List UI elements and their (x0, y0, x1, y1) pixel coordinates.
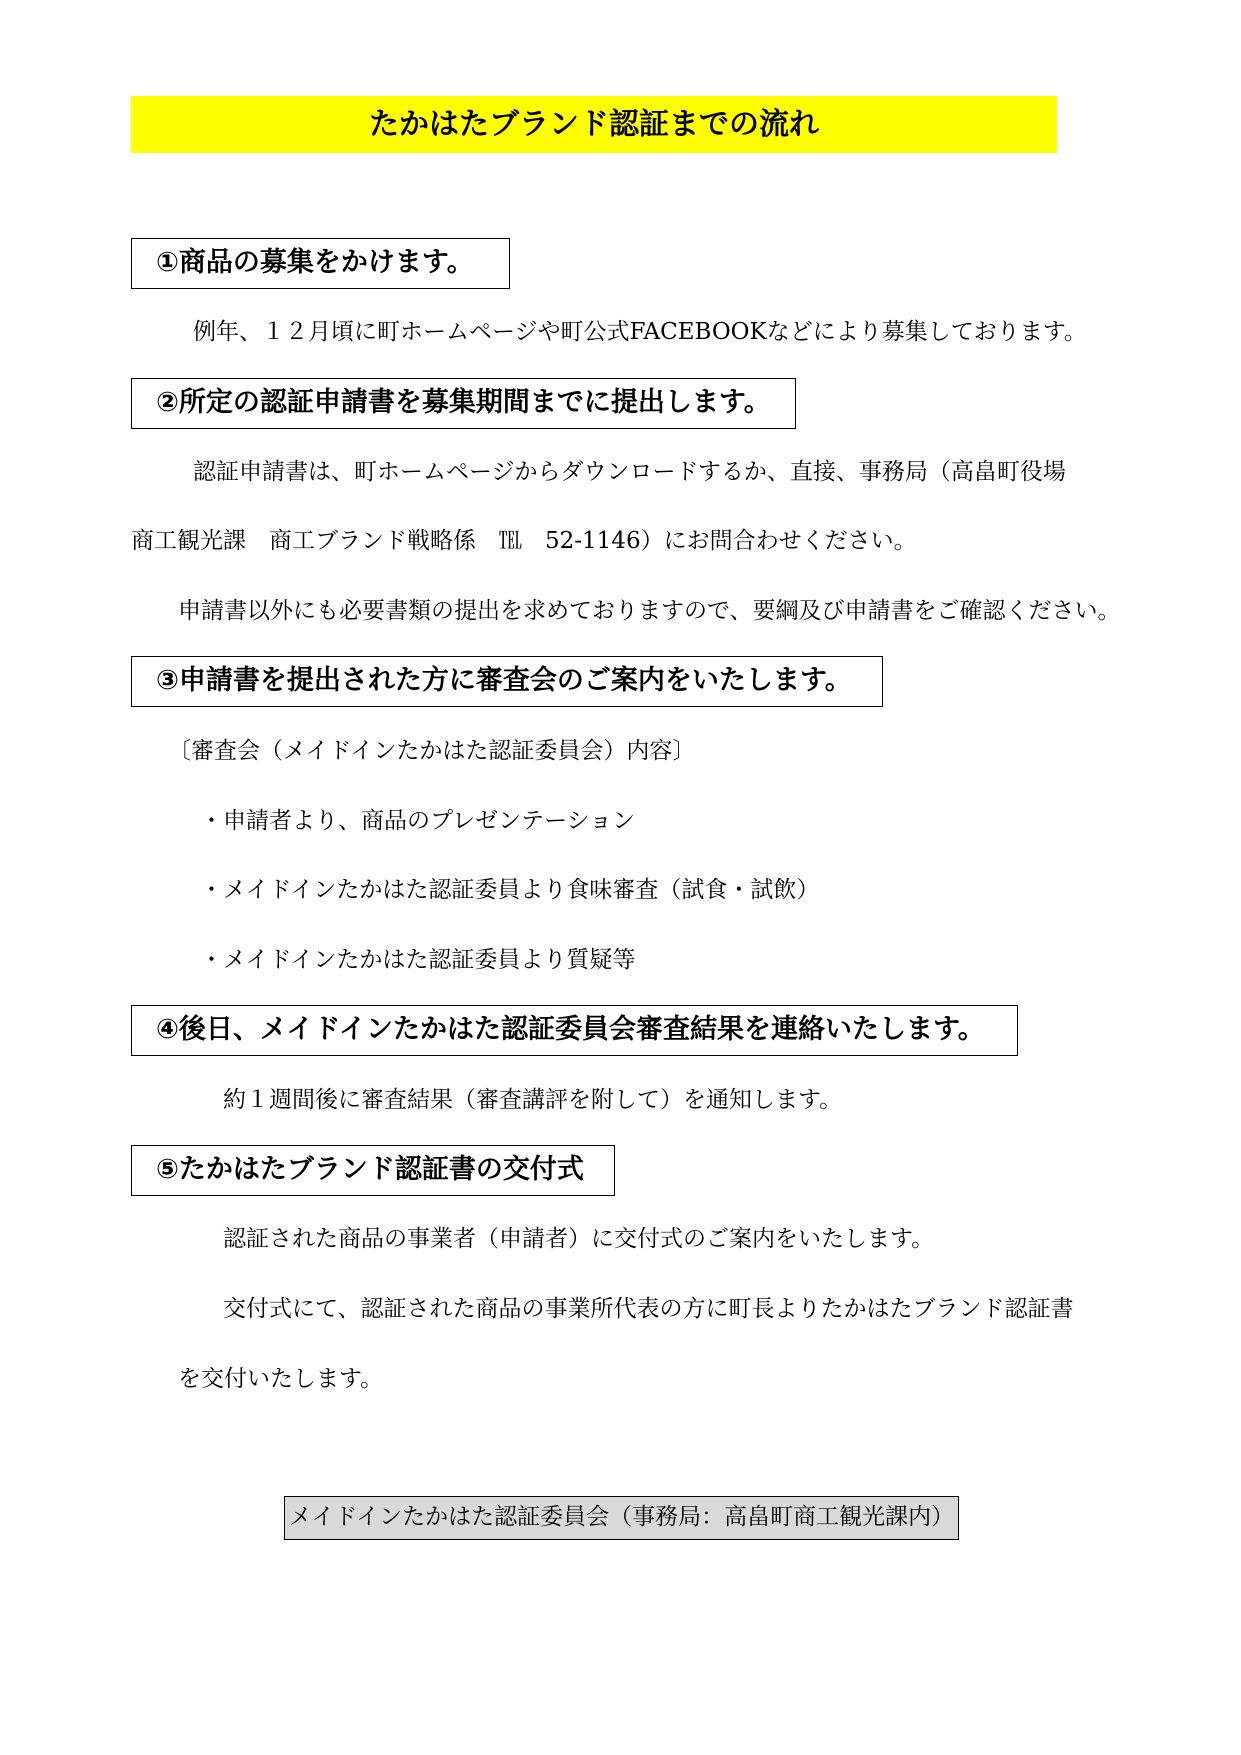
step-2-text-line-2: 商工観光課 商工ブランド戦略係 ℡ 52-1146）にお問合わせください。 (131, 528, 917, 554)
step-1-heading: ①商品の募集をかけます。 (131, 238, 510, 289)
step-2-text-line-1: 認証申請書は、町ホームページからダウンロードするか、直接、事務局（高畠町役場 (193, 459, 1066, 485)
step-4-text: 約１週間後に審査結果（審査講評を附して）を通知します。 (223, 1087, 843, 1113)
footer-office-label: メイドインたかはた認証委員会（事務局：高畠町商工観光課内） (284, 1496, 959, 1540)
step-4-heading: ④後日、メイドインたかはた認証委員会審査結果を連絡いたします。 (131, 1005, 1018, 1056)
page-title: たかはたブランド認証までの流れ (369, 107, 819, 142)
step-2-heading: ②所定の認証申請書を募集期間までに提出します。 (131, 378, 796, 429)
step-5-text-line-1: 認証された商品の事業者（申請者）に交付式のご案内をいたします。 (223, 1226, 935, 1252)
step-3-list-item: ・メイドインたかはた認証委員より質疑等 (200, 947, 636, 973)
step-5-text-line-2: 交付式にて、認証された商品の事業所代表の方に町長よりたかはたブランド認証書 (223, 1296, 1074, 1322)
step-3-intro: 〔審査会（メイドインたかはた認証委員会）内容〕 (168, 738, 696, 764)
step-3-heading: ③申請書を提出された方に審査会のご案内をいたします。 (131, 656, 883, 707)
step-5-heading: ⑤たかはたブランド認証書の交付式 (131, 1145, 615, 1196)
step-3-list-item: ・メイドインたかはた認証委員より食味審査（試食・試飲） (200, 877, 820, 903)
step-2-text-line-3: 申請書以外にも必要書類の提出を求めておりますので、要綱及び申請書をご確認ください。 (178, 598, 1121, 624)
step-3-list-item: ・申請者より、商品のプレゼンテーション (200, 808, 636, 834)
step-1-text: 例年、１２月頃に町ホームページや町公式FACEBOOKなどにより募集しております。 (193, 319, 1087, 345)
step-5-text-line-3: を交付いたします。 (178, 1366, 384, 1392)
